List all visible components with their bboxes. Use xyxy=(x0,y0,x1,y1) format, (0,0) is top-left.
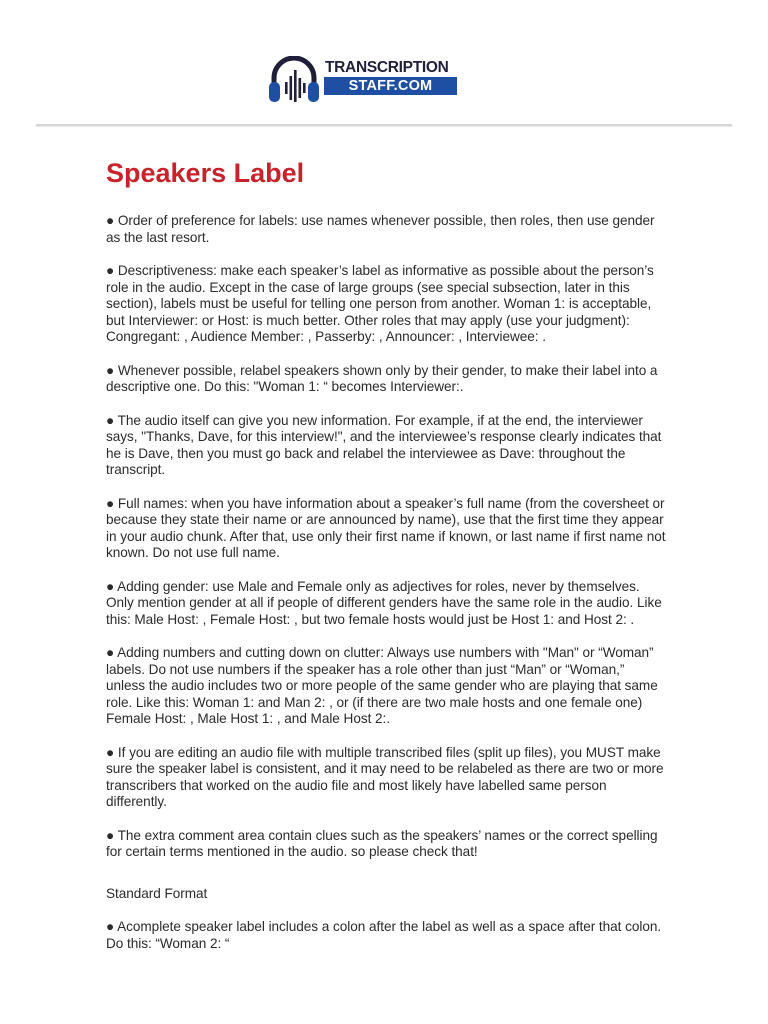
brand-logo[interactable] xyxy=(268,56,460,104)
paragraph-adding-gender: ● Adding gender: use Male and Female only as adjectives for roles, never by themselves. Only mention gender at all if people of different genders have the same role in the audio. Like this: Male Host: , Female Host: , but two female hosts would just be Host 1: and Host 2: . xyxy=(106,578,662,627)
paragraph-full-names: ● Full names: when you have information about a speaker’s full name (from the coversheet or because they state their name or are announced by name), use that the first time they appear in your audio chunk. After that, use only their first name if known, or last name if first name not known. Do not use full name. xyxy=(106,495,666,560)
page-title: Speakers Label xyxy=(106,158,305,188)
paragraph-order-of-preference: ● Order of preference for labels: use names whenever possible, then roles, then use gender as the last resort. xyxy=(106,213,655,245)
document-body xyxy=(106,150,666,952)
paragraph-descriptiveness: ● Descriptiveness: make each speaker’s label as informative as possible about the person’s role in the audio. Except in the case of large groups (see special subsection, later in this section), labels must be useful for telling one person from another. Woman 1: is acceptable, but Interviewer: or Host: is much better. Other roles that may apply (use your judgment): Congregant: , Audience Member: , Passerby: , Announcer: , Interviewee: . xyxy=(106,263,654,344)
paragraph-adding-numbers: ● Adding numbers and cutting down on clutter: Always use numbers with "Man" or “Woman” labels. Do not use numbers if the speaker has a role other than just “Man” or “Woman,” unless the audio includes two or more people of the same gender who are playing that same role. Like this: Woman 1: and Man 2: , or (if there are two male hosts and one female one) Female Host: , Male Host 1: , and Male Host 2:. xyxy=(106,645,658,726)
paragraph-extra-comment: ● The extra comment area contain clues such as the speakers’ names or the correct spelling for certain terms mentioned in the audio. so please check that! xyxy=(106,827,658,859)
header-divider xyxy=(36,124,732,126)
paragraph-relabel-gender: ● Whenever possible, relabel speakers shown only by their gender, to make their label into a descriptive one. Do this: "Woman 1: “ becomes Interviewer:. xyxy=(106,362,658,394)
logo-wordmark-bottom: STAFF.COM xyxy=(324,77,457,95)
paragraph-complete-label: ● Acomplete speaker label includes a colon after the label as well as a space after that colon. Do this: “Woman 2: “ xyxy=(106,919,662,951)
headphones-icon xyxy=(268,56,320,104)
section-heading-standard-format: Standard Format xyxy=(106,885,208,901)
header xyxy=(0,0,768,124)
paragraph-multiple-files: ● If you are editing an audio file with multiple transcribed files (split up files), you MUST make sure the speaker label is consistent, and it may need to be relabeled as there are two or more transcribers that worked on the audio file and most likely have labelled same person differently. xyxy=(106,744,664,809)
paragraph-new-information: ● The audio itself can give you new information. For example, if at the end, the interviewer says, "Thanks, Dave, for this interview!", and the interviewee’s response clearly indicates that he is Dave, then you must go back and relabel the interviewee as Dave: throughout the transcript. xyxy=(106,412,662,477)
logo-wordmark-top: TRANSCRIPTION xyxy=(325,59,449,76)
